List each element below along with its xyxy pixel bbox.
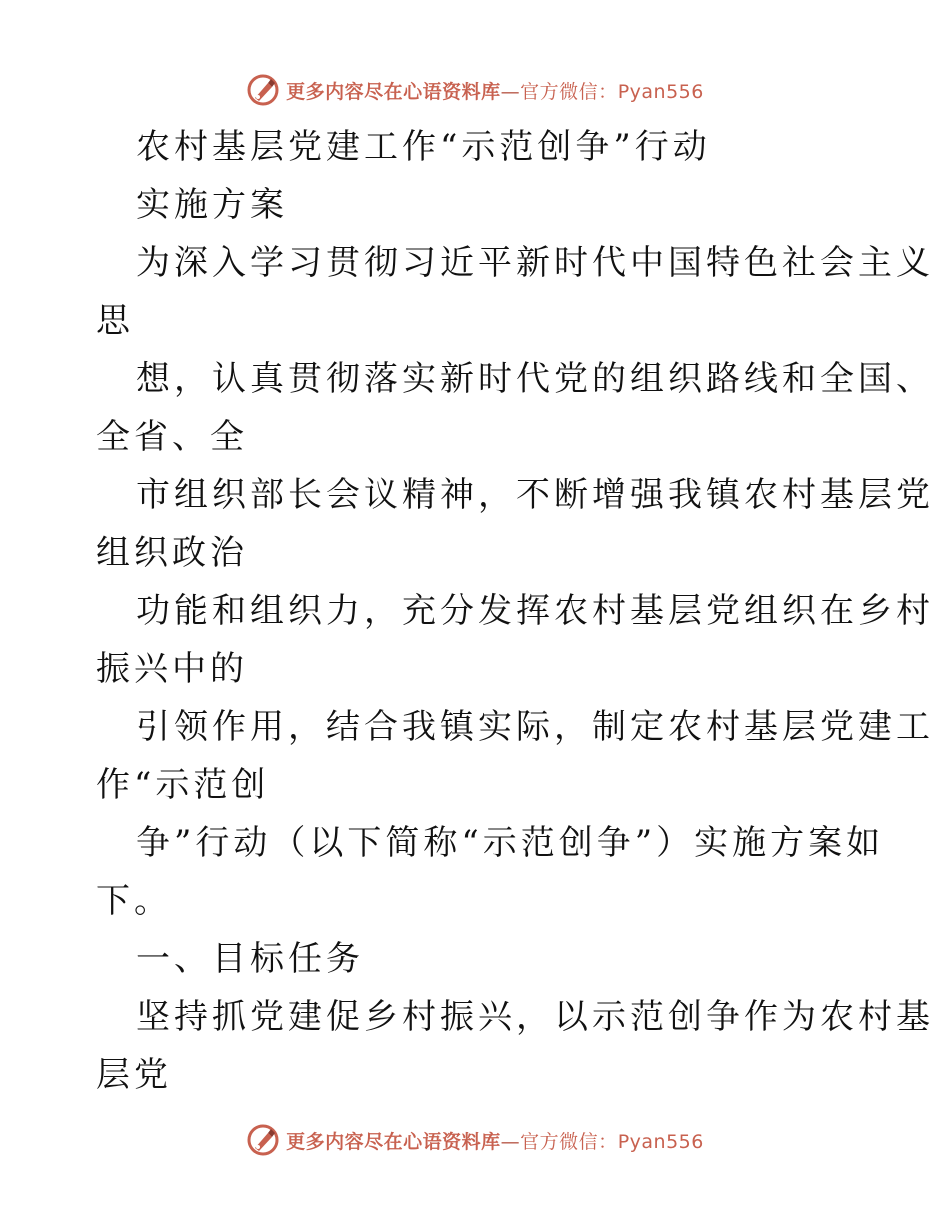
watermark-wechat-label: 官方微信： (520, 1130, 618, 1153)
watermark-footer (0, 1120, 950, 1160)
watermark-main-text: 更多内容尽在心语资料库 (286, 80, 501, 103)
document-line: 争”行动（以下简称“示范创争”）实施方案如 (136, 823, 885, 863)
document-line: 层党 (96, 1055, 172, 1095)
document-line: 下。 (96, 881, 172, 921)
watermark-dash: — (500, 1130, 521, 1153)
document-line: 农村基层党建工作“示范创争”行动 (136, 127, 711, 167)
watermark-text (286, 1127, 704, 1154)
document-line: 一、目标任务 (136, 939, 364, 979)
document-line: 引领作用，结合我镇实际，制定农村基层党建工 (136, 707, 934, 747)
document-line: 坚持抓党建促乡村振兴，以示范创争作为农村基 (136, 997, 934, 1037)
watermark-wechat-label: 官方微信： (520, 80, 618, 103)
watermark-wechat-id: Pyan556 (617, 1130, 704, 1153)
document-line: 作“示范创 (96, 765, 270, 805)
document-line: 振兴中的 (96, 649, 248, 689)
fountain-pen-logo-icon (246, 73, 280, 107)
document-line: 功能和组织力，充分发挥农村基层党组织在乡村 (136, 591, 934, 631)
watermark-header (0, 70, 950, 110)
watermark-dash: — (500, 80, 521, 103)
watermark-text (286, 77, 704, 104)
document-line: 全省、全 (96, 417, 248, 457)
document-line: 为深入学习贯彻习近平新时代中国特色社会主义 (136, 243, 934, 283)
watermark-main-text: 更多内容尽在心语资料库 (286, 1130, 501, 1153)
document-body (96, 118, 934, 1104)
fountain-pen-logo-icon (246, 1123, 280, 1157)
watermark-wechat-id: Pyan556 (617, 80, 704, 103)
document-line: 想，认真贯彻落实新时代党的组织路线和全国、 (136, 359, 934, 399)
document-line: 思 (96, 301, 134, 341)
document-line: 组织政治 (96, 533, 248, 573)
document-line: 市组织部长会议精神，不断增强我镇农村基层党 (136, 475, 934, 515)
document-line: 实施方案 (136, 185, 288, 225)
